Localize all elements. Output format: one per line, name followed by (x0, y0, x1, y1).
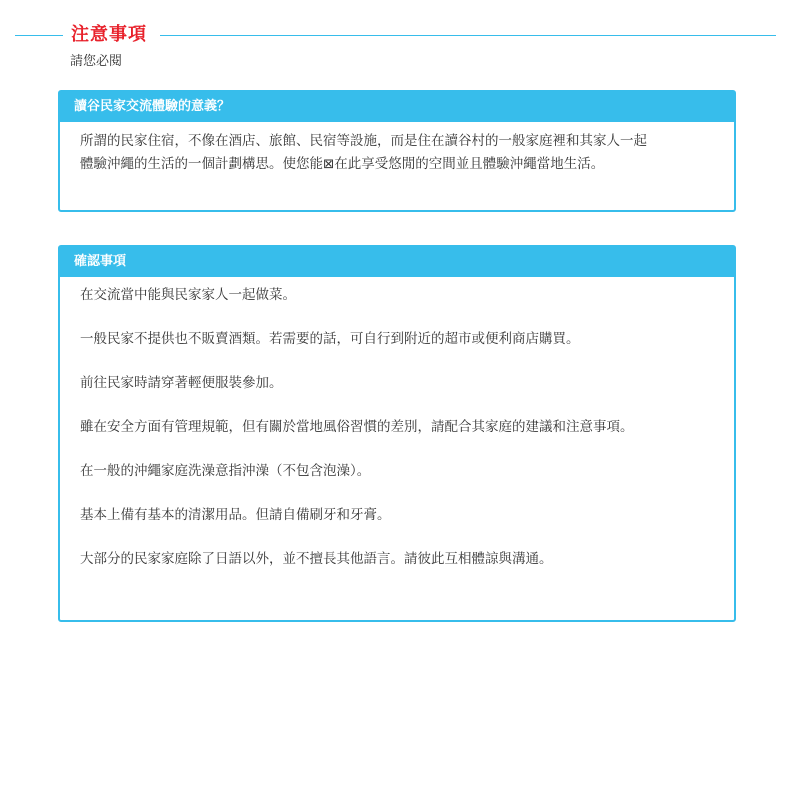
confirmation-list (60, 277, 734, 569)
list-item: 前往民家時請穿著輕便服裝參加。 (80, 375, 283, 391)
meaning-panel-heading: 讀谷民家交流體驗的意義？ (60, 92, 734, 122)
confirmation-panel-heading: 確認事項 (60, 247, 734, 277)
section-header (15, 22, 776, 48)
page-title: 注意事項 (71, 24, 147, 45)
list-item: 雖在安全方面有管理規範，但有關於當地風俗習慣的差別，請配合其家庭的建議和注意事項。 (80, 419, 634, 435)
header-divider-left (15, 35, 63, 36)
list-item: 大部分的民家家庭除了日語以外，並不擅長其他語言。請彼此互相體諒與溝通。 (80, 551, 553, 567)
meaning-panel-body (60, 122, 734, 176)
list-item: 基本上備有基本的清潔用品。但請自備刷牙和牙膏。 (80, 507, 391, 523)
list-item: 在一般的沖繩家庭洗澡意指沖澡（不包含泡澡）。 (80, 463, 371, 479)
meaning-panel (58, 90, 736, 212)
meaning-text-line: 體驗沖繩的生活的一個計劃構思。使您能⊠在此享受悠閒的空間並且體驗沖繩當地生活。 (80, 156, 605, 172)
page-subtitle: 請您必閱 (70, 54, 123, 69)
meaning-text-line: 所謂的民家住宿，不像在酒店、旅館、民宿等設施，而是住在讀谷村的一般家庭裡和其家人一起 (80, 133, 647, 149)
list-item: 一般民家不提供也不販賣酒類。若需要的話，可自行到附近的超市或便利商店購買。 (80, 331, 580, 347)
confirmation-panel (58, 245, 736, 622)
list-item: 在交流當中能與民家家人一起做菜。 (80, 287, 296, 303)
header-divider-right (160, 35, 776, 36)
